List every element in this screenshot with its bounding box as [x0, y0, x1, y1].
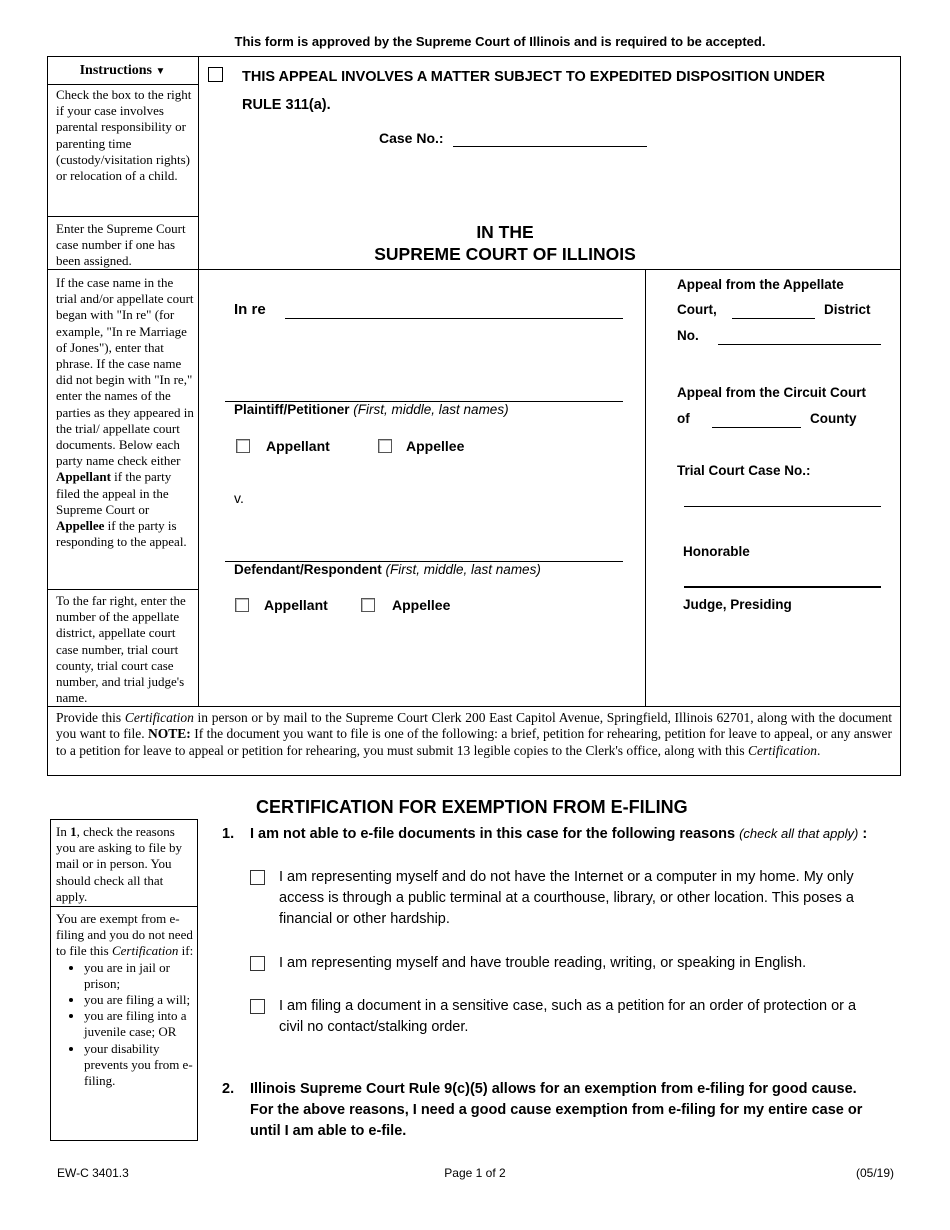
reason-no-internet-checkbox[interactable]: [250, 870, 265, 885]
plaintiff-appellant-checkbox[interactable]: [236, 439, 250, 453]
exempt-bullet: • you are filing into a juvenile case; OR: [84, 1008, 194, 1040]
in-re-label: In re: [234, 301, 266, 318]
cert-instructions-reasons: In 1, check the reasons you are asking to file by mail or in person. You should check all that apply.: [56, 824, 182, 904]
judge-name-field[interactable]: [684, 586, 881, 588]
district-label: District: [824, 302, 871, 317]
appeal-from-appellate-label: Appeal from the Appellate: [677, 277, 844, 292]
trial-court-case-no-field[interactable]: [684, 506, 881, 507]
case-name-help-text: If the case name in the trial and/or appellate court began with "In re" (for example, "In re Marriage of Jones"), enter that phrase. If the case name did not begin with "In re," enter the names of the parties as they appeared in the trial/ appellate court documents. Below each party name check either Appellant if the party filed the appeal in the Supreme Court or Appellee if the party is responding to the appeal.: [56, 275, 194, 550]
circuit-county-field[interactable]: [712, 427, 801, 428]
case-no-field[interactable]: [453, 146, 647, 147]
appellate-case-no-field[interactable]: [718, 344, 881, 345]
versus-label: v.: [234, 490, 244, 506]
judge-presiding-label: Judge, Presiding: [683, 597, 792, 612]
in-re-field[interactable]: [285, 318, 623, 319]
page-number: Page 1 of 2: [444, 1166, 506, 1180]
item-2-text: Illinois Supreme Court Rule 9(c)(5) allows for an exemption from e-filing for good cause. For the above reasons, I need a good cause exemption from e-filing for my entire case or until I am able to e-file.: [250, 1081, 863, 1139]
exempt-bullet: • your disability prevents you from e-filing.: [84, 1041, 194, 1090]
item-1-text: I am not able to e-file documents in this case for the following reasons (check all that apply) :: [250, 826, 868, 842]
trial-court-case-no-label: Trial Court Case No.:: [677, 463, 811, 478]
caret-down-icon: ▼: [155, 66, 166, 77]
item-2-number: 2.: [222, 1081, 235, 1097]
county-label: County: [810, 411, 857, 426]
approval-notice: This form is approved by the Supreme Court of Illinois and is required to be accepted.: [234, 34, 766, 49]
expedited-disposition-checkbox[interactable]: [208, 67, 223, 82]
instructions-heading-label: Instructions: [79, 63, 152, 78]
court-label: Court,: [677, 302, 717, 317]
filing-instructions-note: Provide this Certification in person or by mail to the Supreme Court Clerk 200 East Capitol Avenue, Springfield, Illinois 62701, along with the document you want to file. NOTE: If the document you want to file is one of the following: a brief, petition for rehearing, petition for leave to appeal, or any answer to a petition for leave to appeal or petition for rehearing, you must submit 13 legible copies to the Clerk's office, along with this Certification.: [56, 710, 892, 758]
instructions-column-divider: [198, 56, 199, 706]
form-date: (05/19): [855, 1166, 894, 1180]
appellate-district-field[interactable]: [732, 318, 815, 319]
plaintiff-appellant-label: Appellant: [266, 438, 330, 454]
defendant-label: Defendant/Respondent (First, middle, last names): [234, 562, 541, 577]
exempt-bullet: • you are in jail or prison;: [84, 960, 194, 992]
expedited-help-text: Check the box to the right if your case involves parental responsibility or parenting time (custody/visitation rights) or relocation of a child.: [56, 87, 192, 184]
plaintiff-label: Plaintiff/Petitioner (First, middle, last names): [234, 402, 509, 417]
plaintiff-appellee-label: Appellee: [406, 438, 465, 454]
case-no-label: Case No.:: [379, 130, 444, 146]
certification-title: CERTIFICATION FOR EXEMPTION FROM E-FILING: [256, 797, 688, 817]
of-label: of: [677, 411, 690, 426]
item-1-number: 1.: [222, 826, 235, 842]
appeal-from-circuit-label: Appeal from the Circuit Court: [677, 385, 867, 400]
defendant-appellant-checkbox[interactable]: [235, 598, 249, 612]
expedited-disposition-label: THIS APPEAL INVOLVES A MATTER SUBJECT TO EXPEDITED DISPOSITION UNDER RULE 311(a).: [242, 69, 826, 113]
reason-sensitive-case-text: I am filing a document in a sensitive case, such as a petition for an order of protection or a civil no contact/stalking order.: [279, 998, 857, 1035]
honorable-label: Honorable: [683, 544, 750, 559]
far-right-help-text: To the far right, enter the number of the appellate district, appellate court case number, trial court county, trial court case number, and trial judge's name.: [56, 593, 186, 706]
case-no-help-text: Enter the Supreme Court case number if one has been assigned.: [56, 221, 186, 269]
appellate-no-label: No.: [677, 328, 699, 343]
reason-english-text: I am representing myself and have trouble reading, writing, or speaking in English.: [279, 955, 807, 971]
instructions-heading[interactable]: [47, 63, 198, 79]
defendant-appellee-checkbox[interactable]: [361, 598, 375, 612]
cert-instructions-exempt: You are exempt from e-filing and you do not need to file this Certification if: • you are in jail or prison; • you are filing a will; • you are filing into a juvenile case; OR • your disability prevents you from e-filing.: [56, 911, 194, 1089]
reason-english-checkbox[interactable]: [250, 956, 265, 971]
reason-sensitive-case-checkbox[interactable]: [250, 999, 265, 1014]
defendant-appellee-label: Appellee: [392, 597, 451, 613]
form-id: EW-C 3401.3: [57, 1166, 129, 1180]
exempt-bullet: • you are filing a will;: [84, 992, 194, 1008]
court-title: IN THE SUPREME COURT OF ILLINOIS: [374, 222, 636, 264]
reason-no-internet-text: I am representing myself and do not have the Internet or a computer in my home. My only access is through a public terminal at a courthouse, library, or other location. This poses a financial or other hardship.: [279, 869, 854, 927]
plaintiff-appellee-checkbox[interactable]: [378, 439, 392, 453]
defendant-appellant-label: Appellant: [264, 597, 328, 613]
